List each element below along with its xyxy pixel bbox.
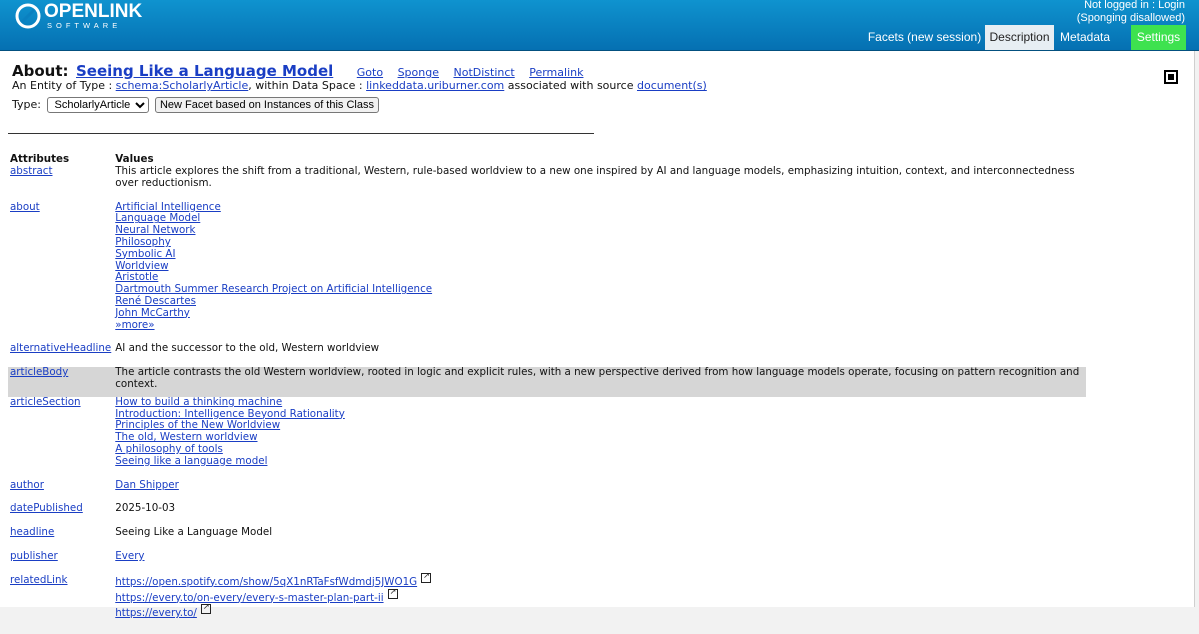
table-row [8, 367, 1086, 397]
data-space-link[interactable]: linkeddata.uriburner.com [366, 79, 505, 92]
table-row [8, 480, 1086, 504]
description-page [0, 51, 1195, 620]
value-text [115, 527, 1084, 539]
table-row [8, 397, 1086, 480]
table-row [8, 575, 1086, 634]
value-label[interactable]: https://every.to/on-every/every-s-master-plan-part-ii [115, 591, 384, 604]
value-label[interactable]: Introduction: Intelligence Beyond Rationality [115, 407, 345, 420]
sponging-status: (Sponging disallowed) [1076, 11, 1185, 24]
value-label: AI and the successor to the old, Western worldview [115, 342, 380, 355]
value-cell [113, 397, 1086, 480]
attribute-cell [8, 480, 113, 504]
attribute-link[interactable]: author [10, 478, 44, 491]
attributes-header: Attributes [10, 153, 70, 165]
value-label[interactable]: Neural Network [115, 224, 196, 237]
value-label[interactable]: How to build a thinking machine [115, 395, 283, 408]
value-label[interactable]: Every [115, 549, 145, 562]
value-link[interactable] [115, 420, 1084, 432]
value-label[interactable]: Seeing like a language model [115, 454, 268, 467]
value-link[interactable] [115, 320, 1084, 332]
external-link-icon[interactable] [201, 604, 211, 614]
value-label[interactable]: The old, Western worldview [115, 431, 258, 444]
attribute-link[interactable]: headline [10, 526, 55, 539]
value-cell [113, 527, 1086, 551]
table-row [8, 551, 1086, 575]
value-cell [113, 480, 1086, 504]
external-link-icon[interactable] [388, 589, 398, 599]
value-link[interactable] [115, 202, 1084, 214]
value-label[interactable]: René Descartes [115, 294, 196, 307]
value-label[interactable]: Dartmouth Summer Research Project on Artificial Intelligence [115, 283, 433, 296]
value-text [115, 166, 1084, 190]
value-cell [113, 166, 1086, 202]
value-label: The article contrasts the old Western worldview, rooted in logic and explicit rules, with a new perspective derived from how language models operate, focusing on pattern recognition and context. [115, 366, 1080, 390]
permalink-link[interactable]: Permalink [529, 66, 584, 79]
value-cell [113, 202, 1086, 344]
value-label: Seeing Like a Language Model [115, 526, 273, 539]
value-cell [113, 503, 1086, 527]
values-header: Values [115, 153, 154, 165]
value-label[interactable]: Language Model [115, 212, 201, 225]
value-link[interactable] [115, 225, 1084, 237]
value-link[interactable] [115, 261, 1084, 273]
type-label: Type: [12, 98, 41, 111]
title-prefix: About: [12, 62, 69, 80]
value-link[interactable] [115, 249, 1084, 261]
attribute-link[interactable]: about [10, 200, 40, 213]
value-label[interactable]: Worldview [115, 259, 169, 272]
value-label[interactable]: »more» [115, 318, 155, 331]
value-link[interactable] [115, 480, 1084, 492]
attributes-body [8, 166, 1086, 634]
notdistinct-link[interactable]: NotDistinct [453, 66, 515, 79]
attribute-cell [8, 367, 113, 397]
login-link[interactable]: Not logged in : Login [1084, 0, 1185, 11]
table-row [8, 166, 1086, 202]
value-label: This article explores the shift from a traditional, Western, rule-based worldview to a new one inspired by AI and language models, emphasizing intuition, context, and interconnectedness over reductionism. [115, 165, 1075, 189]
value-cell [113, 367, 1086, 397]
value-label: 2025-10-03 [115, 502, 176, 515]
value-link[interactable] [115, 575, 1084, 589]
value-text [115, 367, 1084, 391]
within-text: , within Data Space : [248, 79, 363, 92]
entity-type-link[interactable]: schema:ScholarlyArticle [115, 79, 249, 92]
attribute-cell [8, 527, 113, 551]
value-label[interactable]: A philosophy of tools [115, 442, 223, 455]
value-link[interactable] [115, 213, 1084, 225]
attribute-link[interactable]: relatedLink [10, 573, 68, 586]
value-label[interactable]: Philosophy [115, 235, 171, 248]
sponge-link[interactable]: Sponge [397, 66, 439, 79]
entity-description [12, 79, 707, 92]
value-text [115, 343, 1084, 355]
value-link[interactable] [115, 432, 1084, 444]
attribute-link[interactable]: publisher [10, 549, 58, 562]
value-label[interactable]: Aristotle [115, 271, 159, 284]
value-link[interactable] [115, 591, 1084, 605]
goto-link[interactable]: Goto [356, 66, 384, 79]
value-label[interactable]: John McCarthy [115, 306, 190, 319]
value-link[interactable] [115, 284, 1084, 296]
attribute-link[interactable]: articleSection [10, 395, 81, 408]
attribute-cell [8, 166, 113, 202]
value-label[interactable]: Symbolic AI [115, 247, 176, 260]
qr-code-icon[interactable] [1164, 70, 1178, 84]
tab-settings[interactable]: Settings [1131, 25, 1186, 50]
value-label[interactable]: Artificial Intelligence [115, 200, 221, 213]
attribute-link[interactable]: abstract [10, 165, 53, 177]
type-row [12, 97, 379, 113]
new-facet-button[interactable]: New Facet based on Instances of this Class [155, 97, 379, 113]
value-label[interactable]: Dan Shipper [115, 478, 179, 491]
table-row [8, 343, 1086, 367]
top-banner [0, 0, 1199, 51]
value-label[interactable]: https://open.spotify.com/show/5qX1nRTaFsfWdmdj5JWO1G [115, 575, 418, 588]
value-cell [113, 575, 1086, 634]
value-label[interactable]: https://every.to/ [115, 607, 197, 620]
divider [8, 133, 594, 134]
value-text [115, 503, 1084, 515]
attribute-cell [8, 575, 113, 634]
value-link[interactable] [115, 606, 1084, 620]
value-link[interactable] [115, 308, 1084, 320]
attribute-link[interactable]: alternativeHeadline [10, 342, 112, 355]
attribute-link[interactable]: articleBody [10, 366, 69, 379]
attribute-cell [8, 503, 113, 527]
assoc-text: associated with source [507, 79, 634, 92]
attributes-table [8, 153, 1086, 634]
value-link[interactable] [115, 456, 1084, 468]
attribute-cell [8, 551, 113, 575]
attribute-cell [8, 202, 113, 344]
attribute-cell [8, 397, 113, 480]
source-documents-link[interactable]: document(s) [636, 79, 707, 92]
type-select[interactable] [47, 97, 149, 113]
value-link[interactable] [115, 296, 1084, 308]
tab-description[interactable]: Description [985, 25, 1054, 50]
value-label[interactable]: Principles of the New Worldview [115, 419, 281, 432]
tab-facets[interactable]: Facets (new session) [867, 30, 982, 44]
login-status[interactable] [1077, 0, 1185, 24]
logo-subtext: SOFTWARE [47, 21, 122, 30]
entity-type-prefix: An Entity of Type : [12, 79, 113, 92]
entity-title-link[interactable]: Seeing Like a Language Model [76, 62, 334, 80]
logo-text: OPENLINK [44, 1, 143, 22]
table-row [8, 202, 1086, 344]
tab-metadata[interactable]: Metadata [1059, 30, 1111, 44]
value-cell [113, 551, 1086, 575]
attribute-cell [8, 343, 113, 367]
entity-actions [337, 66, 584, 79]
value-link[interactable] [115, 237, 1084, 249]
page-title [12, 62, 583, 80]
value-cell [113, 343, 1086, 367]
value-link[interactable] [115, 551, 1084, 563]
table-row [8, 527, 1086, 551]
attribute-link[interactable]: datePublished [10, 502, 83, 515]
external-link-icon[interactable] [421, 573, 431, 583]
table-row [8, 503, 1086, 527]
